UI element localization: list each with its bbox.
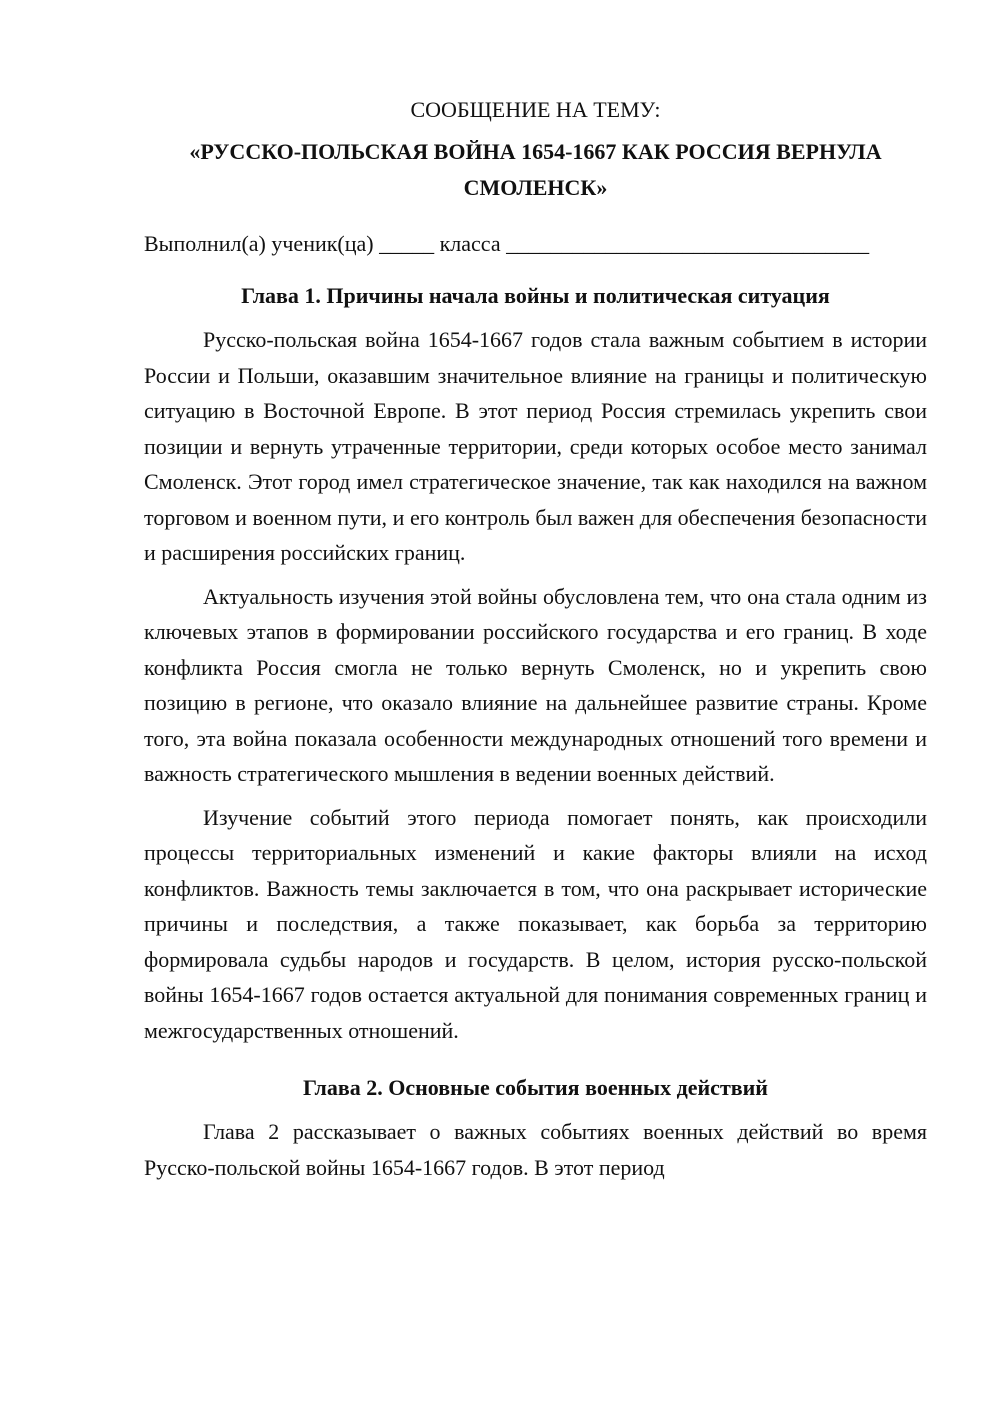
chapter-heading: Глава 2. Основные события военных действий <box>303 1075 768 1100</box>
author-line: Выполнил(а) ученик(ца) _____ класса _________________________________ <box>144 231 870 256</box>
document-content <box>144 92 927 1193</box>
chapter-2 <box>144 1070 927 1185</box>
chapter-1 <box>144 278 927 1048</box>
chapter-heading: Глава 1. Причины начала войны и политическая ситуация <box>241 283 830 308</box>
paragraph: Актуальность изучения этой войны обусловлена тем, что она стала одним из ключевых этапов в формировании российского государства и его границ. В ходе конфликта Россия смогла не только вернуть Смоленск, но и укрепить свою позицию в регионе, что оказало влияние на дальнейшее развитие страны. Кроме того, эта война показала особенности международных отношений того времени и важность стратегического мышления в ведении военных действий. <box>144 583 927 786</box>
document-title: «РУССКО-ПОЛЬСКАЯ ВОЙНА 1654-1667 КАК РОССИЯ ВЕРНУЛА СМОЛЕНСК» <box>189 139 882 200</box>
paragraph: Изучение событий этого периода помогает понять, как происходили процессы территориальных изменений и какие факторы влияли на исход конфликтов. Важность темы заключается в том, что она раскрывает исторические причины и последствия, а также показывает, как борьба за территорию формировала судьбы народов и государств. В целом, история русско-польской войны 1654-1667 годов остается актуальной для понимания современных границ и межгосударственных отношений. <box>144 804 927 1043</box>
document-heading: СООБЩЕНИЕ НА ТЕМУ: <box>410 97 661 122</box>
paragraph: Русско-польская война 1654-1667 годов стала важным событием в истории России и Польши, оказавшим значительное влияние на границы и политическую ситуацию в Восточной Европе. В этот период Россия стремилась укрепить свои позиции и вернуть утраченные территории, среди которых особое место занимал Смоленск. Этот город имел стратегическое значение, так как находился на важном торговом и военном пути, и его контроль был важен для обеспечения безопасности и расширения российских границ. <box>144 327 927 565</box>
paragraph: Глава 2 рассказывает о важных событиях военных действий во время Русско-польской войны 1654-1667 годов. В этот период <box>144 1119 927 1180</box>
